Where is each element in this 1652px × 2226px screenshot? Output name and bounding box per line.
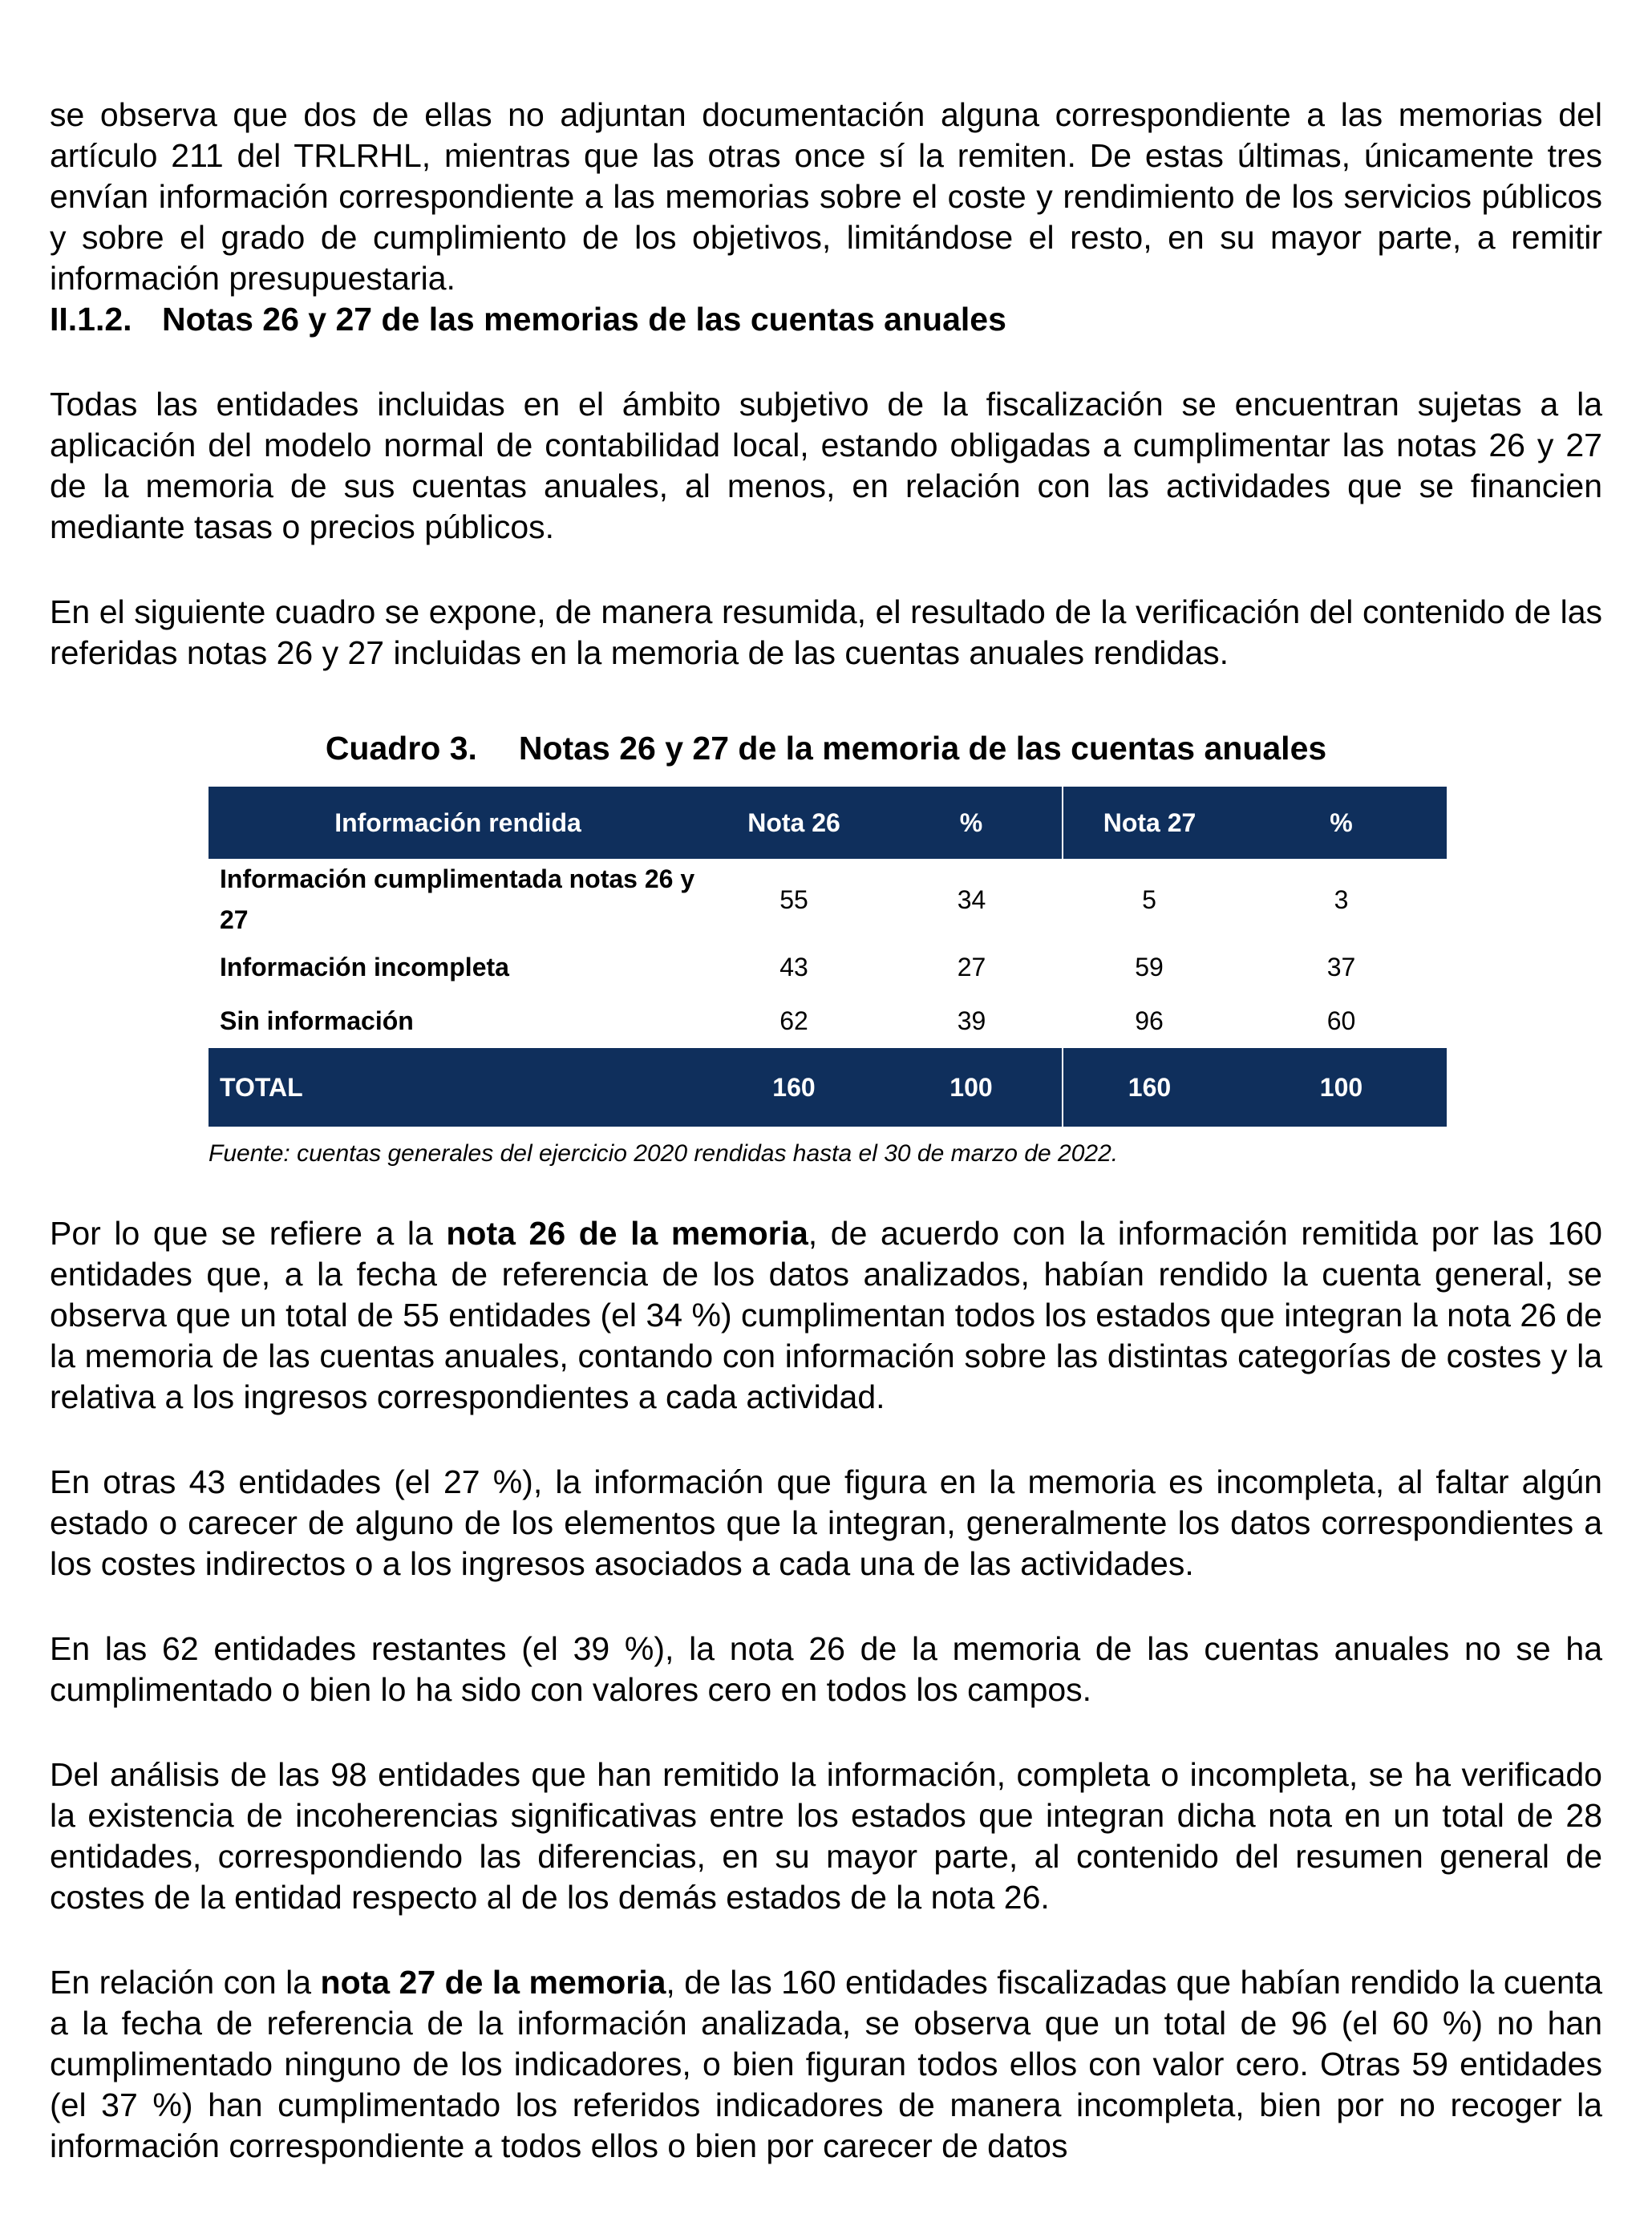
total-pct27: 100 <box>1236 1048 1447 1127</box>
paragraph-nota27 <box>50 1962 1602 2167</box>
cell-nota26: 55 <box>779 884 808 914</box>
section-number: II.1.2. <box>50 301 132 338</box>
cell-pct27: 3 <box>1334 884 1349 914</box>
cell-nota26: 43 <box>779 953 808 981</box>
paragraph-nota26 <box>50 1213 1602 1418</box>
nota26-text-before: Por lo que se refiere a la <box>50 1215 447 1252</box>
nota26-text-after: , de acuerdo con la información remitida por las 160 entidades que, a la fecha de referencia de los datos analizados, habían rendido la cuenta general, se observa que un total de 55 entidades (el 34 %) cumplimentan todos los estados que integran la nota 26 de la memoria de las cuentas anuales, contando con información sobre las distintas categorías de costes y la relativa a los ingresos correspondientes a cada actividad. <box>50 1215 1602 1415</box>
header-informacion: Información rendida <box>209 787 707 859</box>
caption-title: Notas 26 y 27 de la memoria de las cuentas anuales <box>518 730 1327 767</box>
cell-pct27: 37 <box>1326 953 1356 981</box>
caption-number: Cuadro 3. <box>325 730 477 767</box>
paragraph-cuadro-intro: En el siguiente cuadro se expone, de manera resumida, el resultado de la verificación del contenido de las referidas notas 26 y 27 incluidas en la memoria de las cuentas anuales rendidas. <box>50 593 1602 671</box>
table-container <box>209 787 1447 1127</box>
paragraph-98-entidades: Del análisis de las 98 entidades que han remitido la información, completa o incompleta, se ha verificado la existencia de incoherencias significativas entre los estados que integran dicha nota en un total de 28 entidades, correspondiendo las diferencias, en su mayor parte, al contenido del resumen general de costes de la entidad respecto al de los demás estados de la nota 26. <box>50 1756 1602 1916</box>
section-heading <box>50 299 1602 340</box>
table-total-row <box>209 1048 1447 1127</box>
header-nota27: Nota 27 <box>1063 787 1236 859</box>
table-caption <box>50 728 1602 769</box>
cell-pct26: 27 <box>957 953 986 981</box>
cell-nota27: 59 <box>1135 953 1164 981</box>
header-pct27: % <box>1236 787 1447 859</box>
paragraph-62-entidades: En las 62 entidades restantes (el 39 %), la nota 26 de la memoria de las cuentas anuales no se ha cumplimentado o bien lo ha sido con valores cero en todos los campos. <box>50 1630 1602 1708</box>
header-pct26: % <box>881 787 1063 859</box>
cell-nota27: 96 <box>1135 1006 1164 1035</box>
nota27-bold: nota 27 de la memoria <box>320 1964 666 2001</box>
cell-pct26: 34 <box>957 884 986 914</box>
cell-pct26: 39 <box>957 1006 986 1035</box>
table-row <box>209 859 1447 941</box>
table-source-note: Fuente: cuentas generales del ejercicio 2020 rendidas hasta el 30 de marzo de 2022. <box>209 1140 1119 1167</box>
paragraph-intro: se observa que dos de ellas no adjuntan documentación alguna correspondiente a las memorias del artículo 211 del TRLRHL, mientras que las otras once sí la remiten. De estas últimas, únicamente tres envían información correspondiente a las memorias sobre el coste y rendimiento de los servicios públicos y sobre el grado de cumplimiento de los objetivos, limitándose el resto, en su mayor parte, a remitir información presupuestaria. <box>50 96 1602 297</box>
total-pct26: 100 <box>881 1048 1063 1127</box>
nota27-text-before: En relación con la <box>50 1964 321 2001</box>
cell-pct27: 60 <box>1326 1006 1356 1035</box>
document-page <box>50 95 1602 2167</box>
paragraph-43-entidades: En otras 43 entidades (el 27 %), la información que figura en la memoria es incompleta, al faltar algún estado o carecer de alguno de los elementos que la integran, generalmente los datos correspondientes a los costes indirectos o a los ingresos asociados a cada una de las actividades. <box>50 1463 1602 1582</box>
row-label: Información incompleta <box>220 953 509 981</box>
nota27-text-after: , de las 160 entidades fiscalizadas que habían rendido la cuenta a la fecha de referencia de la información analizada, se observa que un total de 96 (el 60 %) no han cumplimentado ninguno de los indicadores, o bien figuran todos ellos con valor cero. Otras 59 entidades (el 37 %) han cumplimentado los referidos indicadores de manera incompleta, bien por no recoger la información correspondiente a todos ellos o bien por carecer de datos <box>50 1964 1602 2164</box>
nota26-bold: nota 26 de la memoria <box>446 1215 808 1252</box>
results-table <box>209 787 1447 1127</box>
table-header-row <box>209 787 1447 859</box>
section-title: Notas 26 y 27 de las memorias de las cuentas anuales <box>162 301 1006 338</box>
row-label: Sin información <box>220 1006 414 1035</box>
total-label: TOTAL <box>209 1048 707 1127</box>
row-label: Información cumplimentada notas 26 y 27 <box>220 864 695 934</box>
cell-nota26: 62 <box>779 1006 808 1035</box>
table-row <box>209 994 1447 1048</box>
total-nota27: 160 <box>1063 1048 1236 1127</box>
header-nota26: Nota 26 <box>707 787 881 859</box>
total-nota26: 160 <box>707 1048 881 1127</box>
table-row <box>209 941 1447 994</box>
paragraph-entities: Todas las entidades incluidas en el ámbito subjetivo de la fiscalización se encuentran sujetas a la aplicación del modelo normal de contabilidad local, estando obligadas a cumplimentar las notas 26 y 27 de la memoria de sus cuentas anuales, al menos, en relación con las actividades que se financien mediante tasas o precios públicos. <box>50 386 1602 545</box>
cell-nota27: 5 <box>1142 884 1156 914</box>
